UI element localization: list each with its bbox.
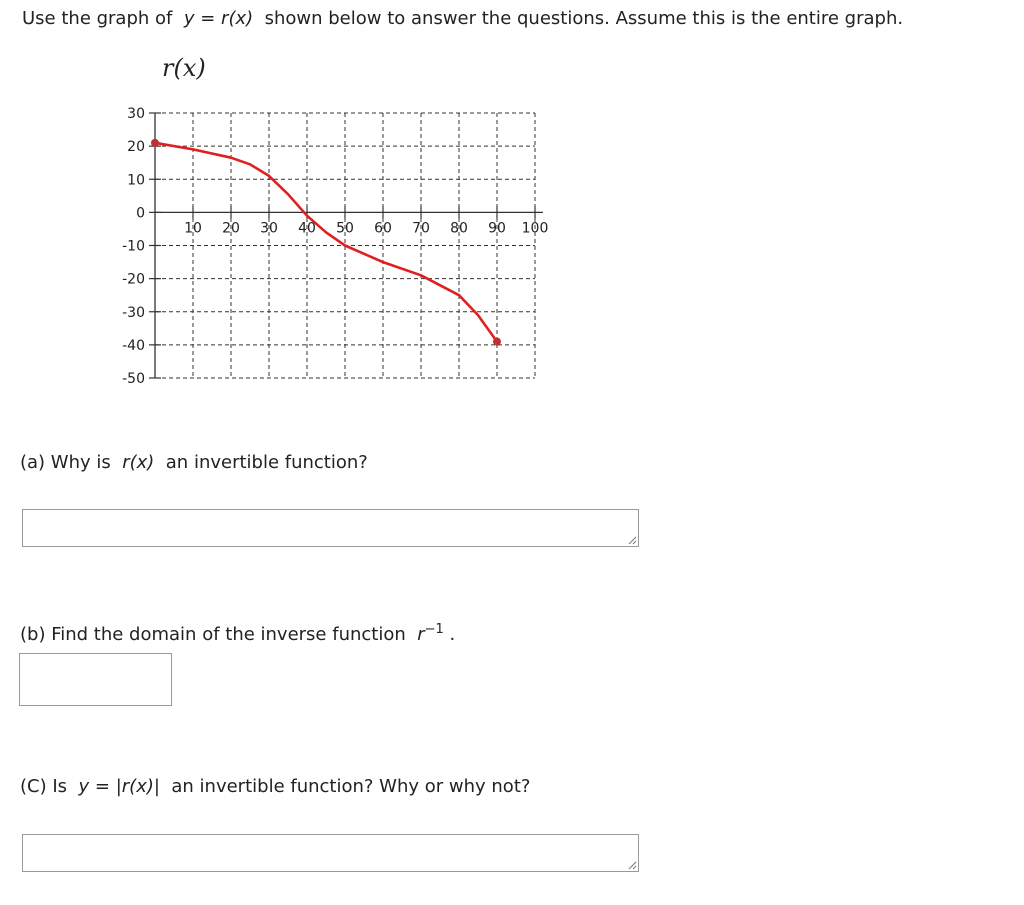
answer-a-wrapper	[22, 509, 639, 547]
x-tick-label: 80	[450, 220, 468, 237]
intro-post: shown below to answer the questions. Assume this is the entire graph.	[264, 8, 904, 29]
question-c-pre: (C) Is	[20, 776, 68, 797]
question-c-eq: =	[94, 776, 110, 797]
question-a-pre: (a) Why is	[20, 452, 111, 473]
question-b-fn: r	[417, 624, 425, 645]
resize-grip-icon[interactable]	[627, 535, 637, 545]
x-tick-label: 50	[336, 220, 354, 237]
intro-eq-rx: r(x)	[221, 8, 254, 29]
x-tick-label: 60	[374, 220, 392, 237]
x-tick-label: 70	[412, 220, 430, 237]
y-tick-label: 30	[127, 106, 145, 122]
chart-title: r(x)	[162, 54, 206, 82]
question-b-post: .	[449, 624, 456, 645]
y-tick-label: -20	[122, 271, 145, 288]
x-tick-label: 40	[298, 220, 316, 237]
question-b-pre: (b) Find the domain of the inverse function	[20, 624, 406, 645]
endpoint-dot	[493, 338, 501, 346]
y-tick-label: 20	[127, 139, 145, 156]
answer-c-textarea[interactable]	[22, 834, 639, 872]
x-tick-label: 10	[184, 220, 202, 237]
question-a-fn: r(x)	[122, 452, 155, 473]
endpoint-dot	[151, 139, 159, 147]
x-tick-label: 30	[260, 220, 278, 237]
x-tick-label: 100	[521, 220, 549, 237]
y-tick-label: 10	[127, 172, 145, 189]
y-tick-label: -40	[122, 337, 145, 354]
intro-eq-sign: =	[200, 8, 216, 29]
x-tick-label: 20	[222, 220, 240, 237]
answer-b-input[interactable]	[19, 653, 172, 706]
y-tick-label: -50	[122, 371, 145, 387]
intro-eq-y: y	[183, 8, 195, 29]
question-b	[20, 622, 455, 645]
series-layer	[151, 139, 501, 346]
y-tick-label: -10	[122, 238, 145, 255]
graph-r-of-x	[100, 48, 570, 398]
question-a	[20, 452, 368, 473]
intro-pre: Use the graph of	[22, 8, 173, 29]
x-tick-label: 90	[488, 220, 506, 237]
question-a-post: an invertible function?	[165, 452, 368, 473]
question-b-sup: −1	[424, 622, 444, 637]
answer-a-textarea[interactable]	[22, 509, 639, 547]
y-tick-label: -30	[122, 304, 145, 321]
question-c-post: an invertible function? Why or why not?	[171, 776, 531, 797]
question-c	[20, 776, 530, 797]
answer-c-wrapper	[22, 834, 639, 872]
question-c-y: y	[78, 776, 90, 797]
intro-text	[22, 8, 903, 29]
question-c-fn: |r(x)|	[115, 776, 160, 797]
y-tick-label: 0	[136, 205, 145, 222]
resize-grip-icon[interactable]	[627, 860, 637, 870]
